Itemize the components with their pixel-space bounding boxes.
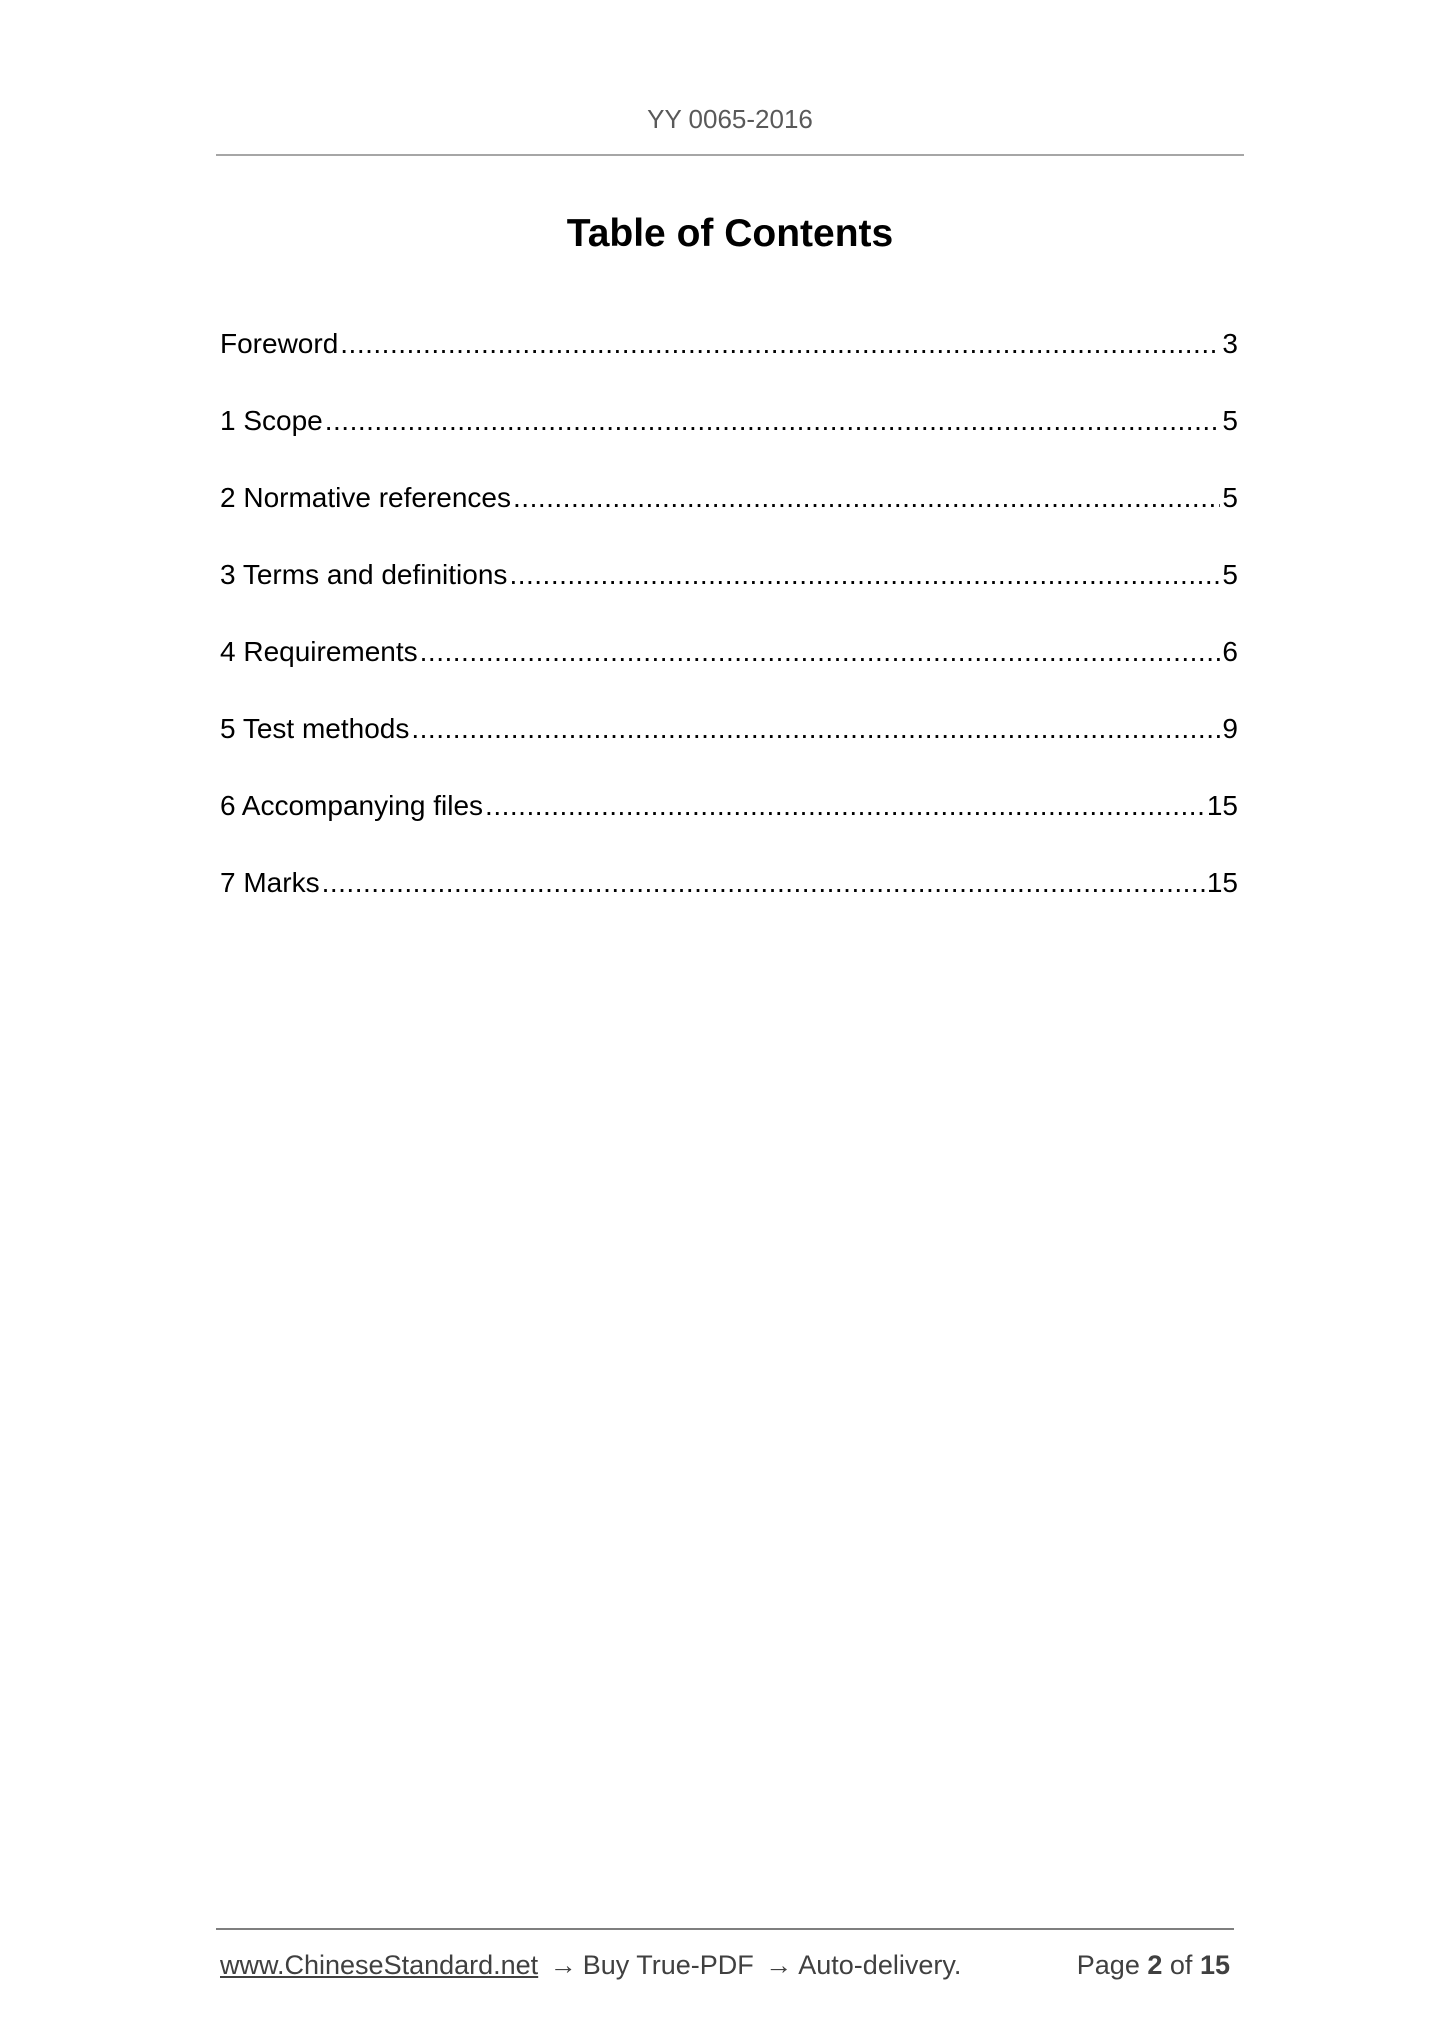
toc-entry-normative-references[interactable] bbox=[220, 480, 1238, 557]
toc-entry-accompanying-files[interactable] bbox=[220, 788, 1238, 865]
toc-title: Table of Contents bbox=[566, 212, 894, 255]
toc-entry-label: 5 Test methods bbox=[220, 713, 410, 744]
toc-entry-foreword[interactable] bbox=[220, 326, 1238, 403]
toc-entry-label: 2 Normative references bbox=[220, 482, 512, 513]
toc-dot-leader bbox=[485, 788, 1205, 824]
toc-entry-page: 3 bbox=[1222, 328, 1238, 359]
toc-dot-leader bbox=[340, 326, 1220, 362]
buy-text: Buy True-PDF bbox=[582, 1950, 754, 1980]
toc-entry-marks[interactable] bbox=[220, 865, 1238, 942]
toc-dot-leader bbox=[513, 480, 1220, 516]
footer-divider bbox=[216, 1928, 1234, 1930]
toc-entry-terms-and-definitions[interactable] bbox=[220, 557, 1238, 634]
toc-entry-page: 6 bbox=[1222, 636, 1238, 667]
of-word: of bbox=[1169, 1950, 1193, 1980]
delivery-text: Auto-delivery. bbox=[798, 1950, 962, 1980]
right-arrow-icon: → bbox=[765, 1950, 793, 1980]
toc-entry-scope[interactable] bbox=[220, 403, 1238, 480]
toc-entry-page: 9 bbox=[1222, 713, 1238, 744]
toc-dot-leader bbox=[411, 711, 1220, 747]
header-divider bbox=[216, 154, 1244, 156]
toc-entry-page: 5 bbox=[1222, 482, 1238, 513]
toc-dot-leader bbox=[509, 557, 1220, 593]
toc-entry-label: 4 Requirements bbox=[220, 636, 418, 667]
current-page: 2 bbox=[1147, 1950, 1163, 1980]
toc-entry-label: Foreword bbox=[220, 328, 339, 359]
toc-entry-label: 6 Accompanying files bbox=[220, 790, 484, 821]
toc-entry-page: 15 bbox=[1206, 867, 1238, 898]
toc-entry-page: 5 bbox=[1222, 559, 1238, 590]
toc-dot-leader bbox=[325, 403, 1221, 439]
document-code-header: YY 0065-2016 bbox=[647, 104, 813, 134]
toc-entry-requirements[interactable] bbox=[220, 634, 1238, 711]
toc-entry-label: 3 Terms and definitions bbox=[220, 559, 508, 590]
toc-dot-leader bbox=[322, 865, 1205, 901]
toc-list bbox=[220, 326, 1238, 942]
page-word: Page bbox=[1076, 1950, 1140, 1980]
toc-entry-test-methods[interactable] bbox=[220, 711, 1238, 788]
total-pages: 15 bbox=[1199, 1950, 1230, 1980]
toc-dot-leader bbox=[420, 634, 1221, 670]
toc-entry-page: 5 bbox=[1222, 405, 1238, 436]
toc-entry-label: 1 Scope bbox=[220, 405, 323, 436]
right-arrow-icon: → bbox=[549, 1950, 577, 1980]
site-link[interactable]: www.ChineseStandard.net bbox=[220, 1950, 539, 1980]
footer-promo bbox=[220, 1950, 961, 1981]
toc-entry-page: 15 bbox=[1206, 790, 1238, 821]
page-number bbox=[1077, 1950, 1230, 1981]
toc-entry-label: 7 Marks bbox=[220, 867, 320, 898]
